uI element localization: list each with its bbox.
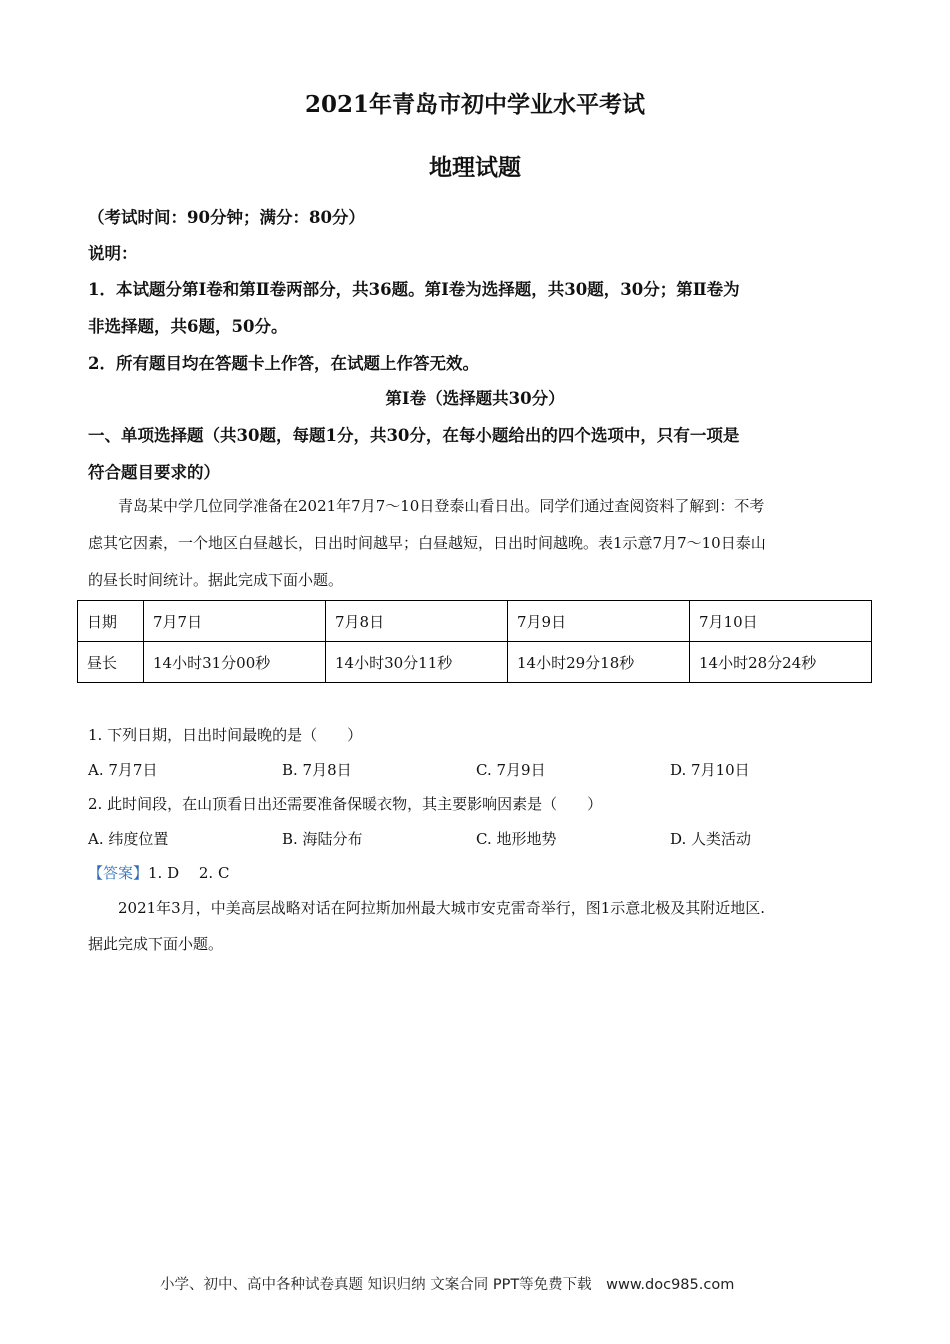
table-cell: 7月8日 — [326, 601, 508, 642]
table-row — [78, 642, 872, 683]
table-cell: 14小时28分24秒 — [690, 642, 872, 683]
exam-info: （考试时间：90分钟；满分：80分） — [88, 208, 365, 227]
note-1-line-2: 非选择题，共6题，50分。 — [88, 317, 288, 336]
question-1-option-d: D. 7月10日 — [670, 761, 750, 779]
passage-1-line-2: 虑其它因素，一个地区白昼越长，日出时间越早；白昼越短，日出时间越晚。表1示意7月7～10日泰山 — [88, 534, 766, 552]
question-2-option-d: D. 人类活动 — [670, 830, 752, 848]
question-2-option-c: C. 地形地势 — [476, 830, 557, 848]
question-1-option-b: B. 7月8日 — [282, 761, 352, 779]
table-cell: 日期 — [78, 601, 144, 642]
question-2-option-a: A. 纬度位置 — [88, 830, 169, 848]
section-heading-line-1: 一、单项选择题（共30题，每题1分，共30分，在每小题给出的四个选项中，只有一项是 — [88, 426, 740, 445]
table-cell: 7月9日 — [508, 601, 690, 642]
table-cell: 14小时31分00秒 — [144, 642, 326, 683]
question-1-stem: 1. 下列日期，日出时间最晚的是（ ） — [88, 726, 363, 744]
table-cell: 14小时30分11秒 — [326, 642, 508, 683]
notes-label: 说明： — [88, 244, 138, 263]
question-1-option-a: A. 7月7日 — [88, 761, 158, 779]
passage-1-line-1: 青岛某中学几位同学准备在2021年7月7～10日登泰山看日出。同学们通过查阅资料了解到：不考 — [118, 497, 765, 515]
day-length-table — [77, 600, 872, 683]
table-row — [78, 601, 872, 642]
passage-1-line-3: 的昼长时间统计。据此完成下面小题。 — [88, 571, 344, 589]
note-2: 2．所有题目均在答题卡上作答，在试题上作答无效。 — [88, 354, 479, 373]
part-1-heading: 第Ⅰ卷（选择题共30分） — [385, 389, 565, 408]
exam-subtitle: 地理试题 — [429, 154, 521, 181]
table-cell: 7月10日 — [690, 601, 872, 642]
question-2-option-b: B. 海陆分布 — [282, 830, 363, 848]
table-cell: 14小时29分18秒 — [508, 642, 690, 683]
footer-text: 小学、初中、高中各种试卷真题 知识归纳 文案合同 PPT等免费下载 www.doc985.com — [160, 1277, 735, 1293]
table-cell: 7月7日 — [144, 601, 326, 642]
passage-2-line-2: 据此完成下面小题。 — [88, 935, 224, 953]
answer-tag: 【答案】 — [88, 864, 149, 882]
question-2-stem: 2. 此时间段，在山顶看日出还需要准备保暖衣物，其主要影响因素是（ ） — [88, 795, 603, 813]
section-heading-line-2: 符合题目要求的） — [88, 463, 220, 482]
answer-text: 1. D 2. C — [148, 864, 230, 882]
table-cell: 昼长 — [78, 642, 144, 683]
exam-title: 2021年青岛市初中学业水平考试 — [304, 91, 645, 118]
note-1-line-1: 1．本试题分第Ⅰ卷和第Ⅱ卷两部分，共36题。第Ⅰ卷为选择题，共30题，30分；第Ⅱ卷为 — [88, 280, 740, 299]
passage-2-line-1: 2021年3月，中美高层战略对话在阿拉斯加州最大城市安克雷奇举行，图1示意北极及其附近地区. — [118, 899, 766, 917]
answer-line — [88, 862, 229, 883]
question-1-option-c: C. 7月9日 — [476, 761, 546, 779]
